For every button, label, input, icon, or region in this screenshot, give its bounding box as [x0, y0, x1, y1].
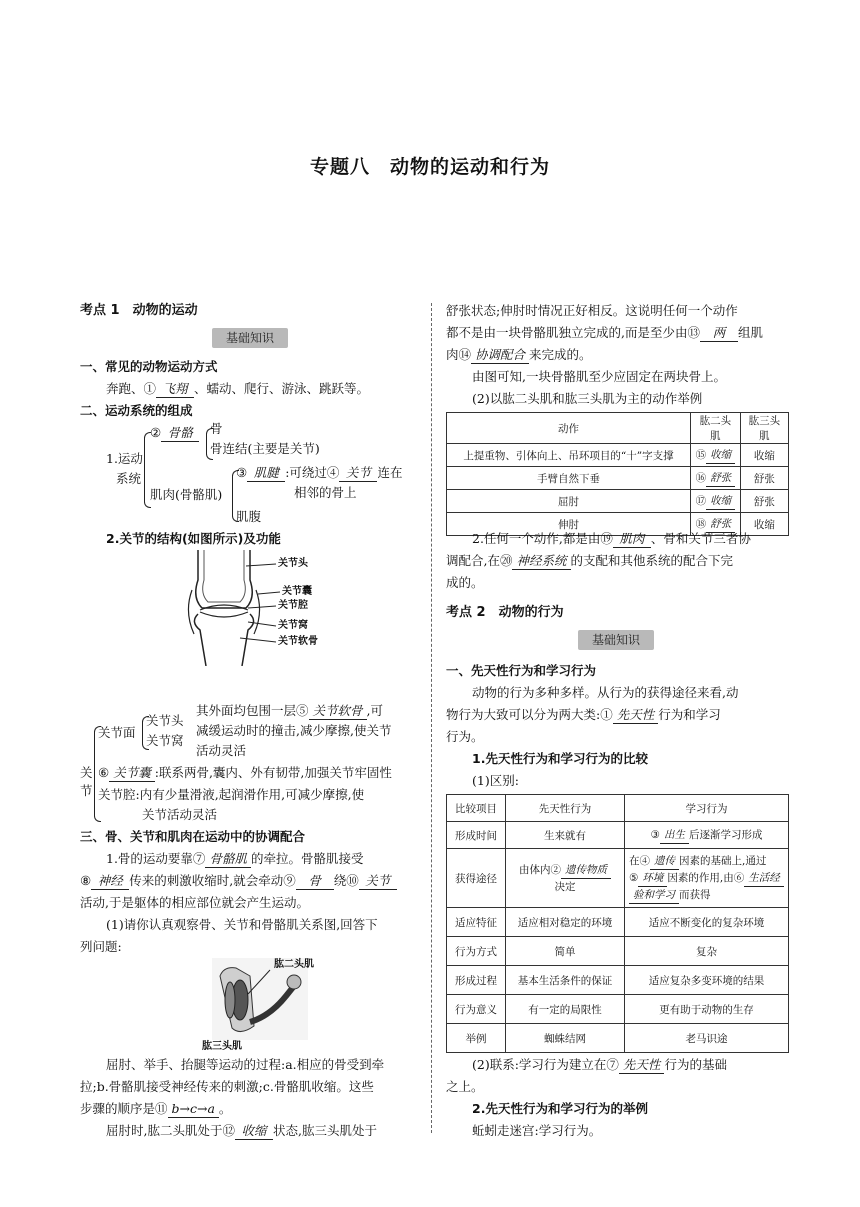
- table-header: [447, 795, 789, 822]
- jf-head: 关节头: [146, 713, 184, 728]
- ex-heading: 2.先天性行为和学习行为的举例: [472, 1101, 648, 1116]
- cell: 有一定的局限性: [506, 995, 625, 1024]
- table-row: [447, 1024, 789, 1053]
- cell: ⑱ 舒张: [691, 513, 741, 536]
- r7: 调配合,在⑳ 神经系统 的支配和其他系统的配合下完: [446, 553, 734, 568]
- cell: 获得途径: [447, 849, 506, 908]
- cell: 老马识途: [625, 1024, 789, 1053]
- cell: 在④ 遗传 因素的基础上,通过 ⑤ 环境 因素的作用,由⑥ 生活经 验和学习 而获得: [625, 849, 789, 908]
- jf-capsule: ⑥ 关节囊 :联系两骨,囊内、外有韧带,加强关节牢固性: [98, 765, 392, 780]
- cell: 适应不断变化的复杂环境: [625, 908, 789, 937]
- lx: (2)联系:学习行为建立在⑦ 先天性 行为的基础: [472, 1057, 727, 1072]
- table-row: [447, 490, 789, 513]
- cell: 舒张: [740, 467, 788, 490]
- jf-cavity-2: 关节活动灵活: [142, 807, 218, 822]
- cell: 伸肘: [447, 513, 691, 536]
- ex1: 蚯蚓走迷宫:学习行为。: [472, 1123, 602, 1138]
- cell: 简单: [506, 937, 625, 966]
- cmp-sub: (1)区别:: [472, 773, 519, 788]
- behavior-compare-table: [446, 794, 789, 1053]
- table-row: [447, 966, 789, 995]
- table-row: [447, 822, 789, 849]
- cell: 屈肘: [447, 490, 691, 513]
- cell: ③ 出生 后逐渐学习形成: [625, 822, 789, 849]
- fig-label: 关节头: [278, 558, 308, 569]
- arm-label-triceps: 肱三头肌: [202, 1041, 242, 1052]
- kd2-title: 考点 2 动物的行为: [446, 605, 564, 620]
- r1: 舒张状态;伸肘时情况正好相反。这说明任何一个动作: [446, 303, 738, 318]
- cell: 适应相对稳定的环境: [506, 908, 625, 937]
- column-divider: [431, 303, 432, 1133]
- tree-belly: 肌腹: [236, 509, 262, 524]
- s1-heading: 一、常见的动物运动方式: [80, 359, 218, 374]
- table-row: [447, 908, 789, 937]
- fig-label: 关节软骨: [278, 636, 318, 647]
- col-header: 肱三头肌: [740, 413, 788, 444]
- q3: 行为。: [446, 729, 484, 744]
- table-header: [447, 413, 789, 444]
- jf-face: 关节面: [98, 725, 136, 740]
- r2: 都不是由一块骨骼肌独立完成的,而是至少由⑬ 两 组肌: [446, 325, 763, 340]
- tree-skeleton: ② 骨骼: [150, 424, 199, 442]
- tree-bone: 骨: [210, 421, 223, 436]
- cell: 生来就有: [506, 822, 625, 849]
- tree-tendon: ③ 肌腱 :可绕过④ 关节 连在: [236, 465, 403, 480]
- jf-cavity: 关节腔:内有少量滑液,起润滑作用,可减少摩擦,使: [98, 787, 365, 802]
- p5: 列问题:: [80, 939, 122, 954]
- cell: 复杂: [625, 937, 789, 966]
- cell: 舒张: [740, 490, 788, 513]
- col-header: 肱二头肌: [691, 413, 741, 444]
- cell: 由体内② 遗传物质 决定: [506, 849, 625, 908]
- table-row: [447, 444, 789, 467]
- arm-label-biceps: 肱二头肌: [274, 959, 314, 970]
- fig-label: 关节腔: [278, 600, 308, 611]
- r5: (2)以肱二头肌和肱三头肌为主的动作举例: [472, 391, 703, 406]
- r4: 由图可知,一块骨骼肌至少应固定在两块骨上。: [472, 369, 726, 384]
- col-header: 动作: [447, 413, 691, 444]
- jf-line-2: 减缓运动时的撞击,减少摩擦,使关节: [196, 723, 392, 738]
- s1-text: 奔跑、① 飞翔 、蠕动、爬行、游泳、跳跃等。: [106, 381, 370, 396]
- cell: ⑰ 收缩: [691, 490, 741, 513]
- cell: 收缩: [740, 513, 788, 536]
- p3: 活动,于是躯体的相应部位就会产生运动。: [80, 895, 309, 910]
- fig-label: 关节囊: [282, 586, 312, 597]
- s2-heading: 二、运动系统的组成: [80, 403, 193, 418]
- joint-heading: 2.关节的结构(如图所示)及功能: [106, 531, 281, 546]
- basic-knowledge-badge: 基础知识: [212, 328, 288, 348]
- table-row: [447, 995, 789, 1024]
- kd1-title: 考点 1 动物的运动: [80, 303, 198, 318]
- joint-diagram: [180, 550, 360, 666]
- r8: 成的。: [446, 575, 484, 590]
- p6: 屈肘、举手、抬腿等运动的过程:a.相应的骨受到牵: [106, 1057, 385, 1072]
- cmp-heading: 1.先天性行为和学习行为的比较: [472, 751, 648, 766]
- jf-line-1: 其外面均包围一层⑤ 关节软骨 ,可: [196, 703, 384, 718]
- cell: 形成时间: [447, 822, 506, 849]
- col-header: 先天性行为: [506, 795, 625, 822]
- fig-label: 关节窝: [278, 620, 308, 631]
- cell: 收缩: [740, 444, 788, 467]
- jf-line-3: 活动灵活: [196, 743, 247, 758]
- cell: 手臂自然下垂: [447, 467, 691, 490]
- cell: 举例: [447, 1024, 506, 1053]
- jf-joint-2: 节: [80, 783, 93, 798]
- r3: 肉⑭ 协调配合 来完成的。: [446, 347, 592, 362]
- p2: ⑧ 神经 传来的刺激收缩时,就会牵动⑨ 骨 绕⑩ 关节: [80, 872, 397, 890]
- cell: 上提重物、引体向上、吊环项目的“十”字支撑: [447, 444, 691, 467]
- tree-root-2: 系统: [116, 471, 142, 486]
- cell: 蜘蛛结网: [506, 1024, 625, 1053]
- tree-root-1: 1.运动: [106, 451, 143, 466]
- tree-muscle: 肌肉(骨骼肌): [150, 487, 223, 502]
- tree-tendon-2: 相邻的骨上: [294, 485, 357, 500]
- cell: ⑮ 收缩: [691, 444, 741, 467]
- page-title: 专题八 动物的运动和行为: [309, 156, 550, 178]
- p4: (1)请你认真观察骨、关节和骨骼肌关系图,回答下: [106, 917, 378, 932]
- table-row: [447, 849, 789, 908]
- s3-heading: 三、骨、关节和肌肉在运动中的协调配合: [80, 829, 306, 844]
- p8: 步骤的顺序是⑪ b→c→a 。: [80, 1101, 232, 1116]
- cell: ⑯ 舒张: [691, 467, 741, 490]
- cell: 基本生活条件的保证: [506, 966, 625, 995]
- jf-socket: 关节窝: [146, 733, 184, 748]
- s1-heading: 一、先天性行为和学习行为: [446, 663, 597, 678]
- cell: 适应复杂多变环境的结果: [625, 966, 789, 995]
- q2: 物行为大致可以分为两大类:① 先天性 行为和学习: [446, 707, 721, 722]
- cell: 形成过程: [447, 966, 506, 995]
- p9: 屈肘时,肱二头肌处于⑫ 收缩 状态,肱三头肌处于: [106, 1123, 377, 1138]
- cell: 行为意义: [447, 995, 506, 1024]
- cell: 行为方式: [447, 937, 506, 966]
- col-header: 比较项目: [447, 795, 506, 822]
- tree-joint: 骨连结(主要是关节): [210, 441, 320, 456]
- cell: 更有助于动物的生存: [625, 995, 789, 1024]
- lx2: 之上。: [446, 1079, 484, 1094]
- jf-joint-1: 关: [80, 765, 93, 780]
- q1: 动物的行为多种多样。从行为的获得途径来看,动: [472, 685, 739, 700]
- cell: 适应特征: [447, 908, 506, 937]
- r6: 2.任何一个动作,都是由⑲ 肌肉 、骨和关节三者协: [472, 531, 751, 546]
- muscle-action-table: [446, 412, 789, 536]
- p1: 1.骨的运动要靠⑦ 骨骼肌 的牵拉。骨骼肌接受: [106, 851, 364, 866]
- table-row: [447, 467, 789, 490]
- table-row: [447, 937, 789, 966]
- p7: 拉;b.骨骼肌接受神经传来的刺激;c.骨骼肌收缩。这些: [80, 1079, 374, 1094]
- basic-knowledge-badge: 基础知识: [578, 630, 654, 650]
- col-header: 学习行为: [625, 795, 789, 822]
